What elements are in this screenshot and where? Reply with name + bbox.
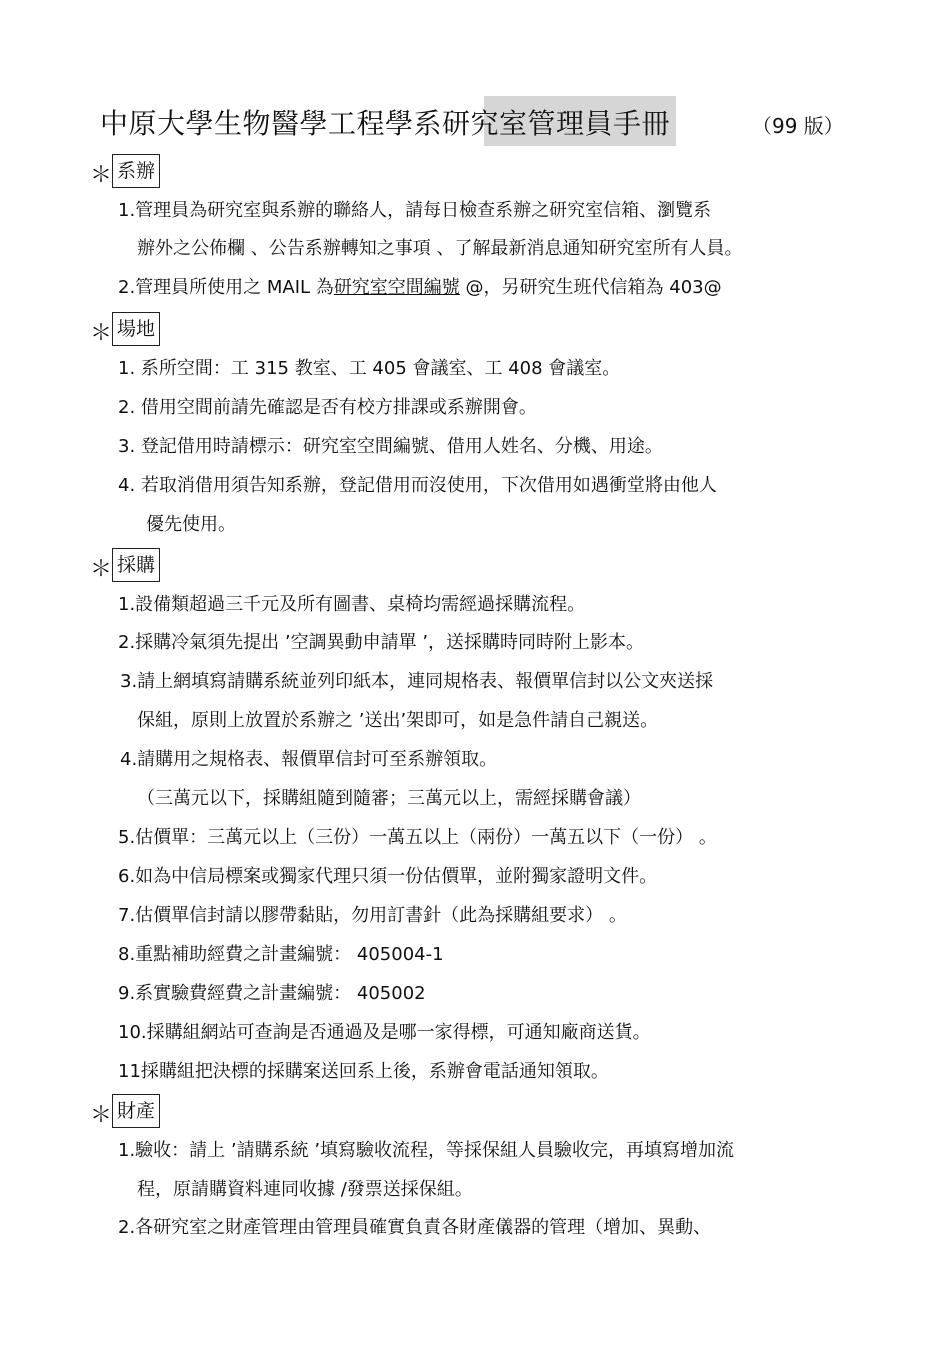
venue-line-5: 優先使用。 bbox=[146, 514, 236, 535]
room-code-underlined: 研究室空間編號 bbox=[333, 277, 460, 298]
procurement-line-12: 10.採購組網站可查詢是否通過及是哪一家得標，可通知廠商送貨。 bbox=[118, 1022, 651, 1043]
office-line-1: 1.管理員為研究室與系辦的聯絡人，請每日檢查系辦之研究室信箱、瀏覽系 bbox=[118, 200, 712, 221]
procurement-line-1: 1.設備類超過三千元及所有圖書、桌椅均需經過採購流程。 bbox=[118, 594, 586, 615]
section-title-office: 系辦 bbox=[112, 154, 160, 188]
bullet-star: ＊ bbox=[90, 1103, 113, 1128]
bullet-star: ＊ bbox=[90, 321, 113, 346]
office-line-3 bbox=[118, 275, 722, 301]
section-title-property: 財產 bbox=[112, 1094, 160, 1128]
procurement-line-9: 7.估價單信封請以膠帶黏貼，勿用訂書針（此為採購組要求） 。 bbox=[118, 905, 627, 926]
procurement-line-3: 3.請上網填寫請購系統並列印紙本，連同規格表、報價單信封以公文夾送採 bbox=[120, 671, 714, 692]
procurement-line-8: 6.如為中信局標案或獨家代理只須一份估價單，並附獨家證明文件。 bbox=[118, 866, 658, 887]
procurement-line-11: 9.系實驗費經費之計畫編號： 405002 bbox=[118, 983, 426, 1004]
property-line-3: 2.各研究室之財產管理由管理員確實負責各財產儀器的管理（增加、異動、 bbox=[118, 1217, 712, 1238]
office-line-3c: @，另研究生班代信箱為 403@ bbox=[459, 277, 722, 298]
office-line-3a: 2.管理員所使用之 MAIL 為 bbox=[118, 277, 334, 298]
bullet-star: ＊ bbox=[90, 163, 113, 188]
procurement-line-2: 2.採購冷氣須先提出 ’空調異動申請單 ’，送採購時同時附上影本。 bbox=[118, 632, 645, 653]
section-title-procurement: 採購 bbox=[112, 548, 160, 582]
procurement-line-13: 11採購組把決標的採購案送回系上後，系辦會電話通知領取。 bbox=[118, 1061, 609, 1082]
venue-line-3: 3. 登記借用時請標示：研究室空間編號、借用人姓名、分機、用途。 bbox=[118, 436, 663, 457]
venue-line-1: 1. 系所空間：工 315 教室、工 405 會議室、工 408 會議室。 bbox=[118, 358, 621, 379]
property-line-2: 程，原請購資料連同收據 /發票送採保組。 bbox=[137, 1179, 473, 1200]
section-title-venue: 場地 bbox=[112, 312, 160, 346]
procurement-line-6: （三萬元以下，採購組隨到隨審；三萬元以上，需經採購會議） bbox=[137, 788, 641, 809]
procurement-line-5: 4.請購用之規格表、報價單信封可至系辦領取。 bbox=[120, 749, 498, 770]
property-line-1: 1.驗收：請上 ’請購系統 ’填寫驗收流程，等採保組人員驗收完，再填寫增加流 bbox=[118, 1140, 735, 1161]
office-line-2: 辦外之公佈欄 、公告系辦轉知之事項 、了解最新消息通知研究室所有人員。 bbox=[137, 238, 743, 259]
procurement-line-10: 8.重點補助經費之計畫編號： 405004-1 bbox=[118, 944, 444, 965]
procurement-line-4: 保組，原則上放置於系辦之 ’送出’架即可，如是急件請自己親送。 bbox=[137, 710, 659, 731]
version-label: （99 版） bbox=[752, 114, 844, 138]
venue-line-2: 2. 借用空間前請先確認是否有校方排課或系辦開會。 bbox=[118, 397, 537, 418]
title-row bbox=[100, 96, 860, 146]
page-title: 中原大學生物醫學工程學系研究室管理員手冊 bbox=[100, 107, 671, 140]
bullet-star: ＊ bbox=[90, 557, 113, 582]
procurement-line-7: 5.估價單：三萬元以上（三份）一萬五以上（兩份）一萬五以下（一份） 。 bbox=[118, 827, 717, 848]
venue-line-4: 4. 若取消借用須告知系辦，登記借用而沒使用，下次借用如遇衝堂將由他人 bbox=[118, 475, 717, 496]
